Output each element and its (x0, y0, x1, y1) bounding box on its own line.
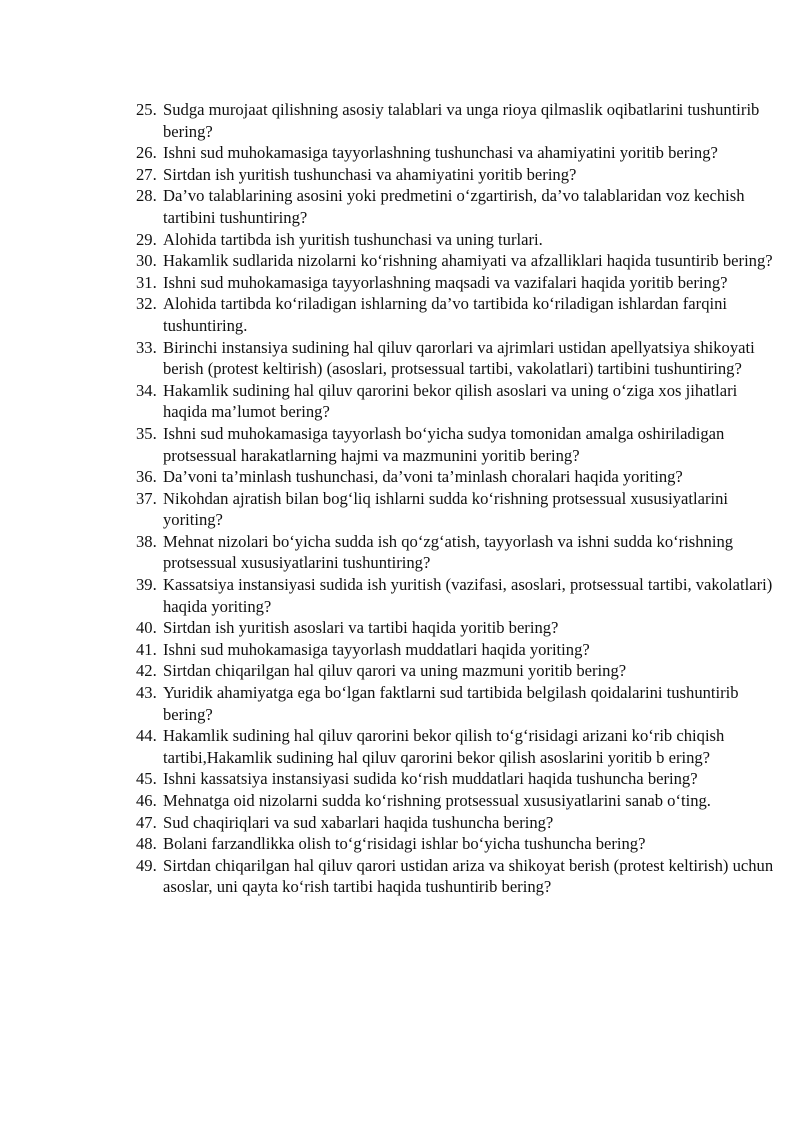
question-number: 49. (136, 855, 157, 875)
question-item (136, 99, 776, 142)
question-number: 25. (136, 100, 157, 119)
question-text: Sirtdan ish yuritish asoslari va tartibi haqida yoritib bering? (163, 618, 559, 638)
question-number: 39. (136, 575, 157, 595)
question-text: Ishni sud muhokamasiga tayyorlash bo‘yicha sudya tomonidan amalga oshiriladigan protsessual harakatlarning hajmi va mazmunini yoritib bering? (163, 423, 725, 465)
question-number: 38. (136, 531, 157, 551)
question-text: Da’vo talablarining asosini yoki predmetini o‘zgartirish, da’vo talablaridan voz kechish tartibini tushuntiring? (163, 186, 745, 227)
question-text: Bolani farzandlikka olish to‘g‘risidagi ishlar bo‘yicha tushuncha bering? (163, 834, 646, 854)
question-number: 32. (136, 294, 157, 314)
question-number: 29. (136, 229, 157, 249)
question-number: 34. (136, 380, 157, 400)
question-number: 37. (136, 488, 157, 508)
question-number: 42. (136, 661, 157, 681)
question-number: 48. (136, 834, 157, 854)
question-number: 43. (136, 683, 157, 703)
question-item (136, 229, 776, 251)
question-number: 45. (136, 769, 157, 789)
question-item (136, 682, 776, 725)
question-item (136, 250, 776, 272)
question-text: Mehnatga oid nizolarni sudda ko‘rishning protsessual xususiyatlarini sanab o‘ting. (163, 791, 711, 810)
question-item (136, 272, 776, 294)
question-number: 41. (136, 639, 157, 659)
question-item (136, 488, 776, 531)
question-item (136, 639, 776, 661)
question-number: 31. (136, 272, 157, 292)
question-item (136, 855, 776, 898)
question-text: Sirtdan chiqarilgan hal qiluv qarori va uning mazmuni yoritib bering? (163, 661, 627, 681)
question-text: Mehnat nizolari bo‘yicha sudda ish qo‘zg‘atish, tayyorlash va ishni sudda ko‘rishning protsessual xususiyatlarini tushuntiring? (163, 531, 734, 573)
question-item (136, 812, 776, 834)
question-item (136, 833, 776, 855)
question-item (136, 660, 776, 682)
question-number: 35. (136, 423, 157, 443)
question-item (136, 423, 776, 466)
question-item (136, 185, 776, 228)
question-text: Sirtdan ish yuritish tushunchasi va ahamiyatini yoritib bering? (163, 164, 577, 184)
question-item (136, 725, 776, 768)
question-item (136, 142, 776, 164)
question-item (136, 380, 776, 423)
question-text: Alohida tartibda ish yuritish tushunchasi va uning turlari. (163, 229, 543, 249)
question-text: Hakamlik sudining hal qiluv qarorini bekor qilish to‘g‘risidagi arizani ko‘rib chiqish tartibi,Hakamlik sudining hal qiluv qarorini bekor qilish asoslarini yoritib b ering? (163, 726, 725, 767)
question-text: Ishni sud muhokamasiga tayyorlashning maqsadi va vazifalari haqida yoritib bering? (163, 272, 728, 292)
question-list (136, 99, 776, 898)
question-text: Sud chaqiriqlari va sud xabarlari haqida tushuncha bering? (163, 812, 554, 832)
question-text: Ishni kassatsiya instansiyasi sudida ko‘rish muddatlari haqida tushuncha bering? (163, 769, 698, 789)
question-number: 36. (136, 467, 157, 487)
question-number: 46. (136, 791, 157, 810)
question-text: Birinchi instansiya sudining hal qiluv qarorlari va ajrimlari ustidan apellyatsiya shikoyati berish (protest keltirish) (asoslari, protsessual tartibi, vakolatlari) tartibini tushuntiring? (163, 337, 755, 379)
question-item (136, 466, 776, 488)
question-text: Ishni sud muhokamasiga tayyorlashning tushunchasi va ahamiyatini yoritib bering? (163, 143, 718, 163)
question-number: 30. (136, 251, 157, 271)
question-text: Da’voni ta’minlash tushunchasi, da’voni ta’minlash choralari haqida yoriting? (163, 467, 683, 487)
question-text: Kassatsiya instansiyasi sudida ish yuritish (vazifasi, asoslari, protsessual tartibi, vakolatlari) haqida yoriting? (163, 575, 773, 616)
question-text: Alohida tartibda ko‘riladigan ishlarning da’vo tartibida ko‘riladigan ishlardan farqini tushuntiring. (163, 294, 728, 335)
question-item (136, 293, 776, 336)
question-item (136, 790, 776, 812)
question-text: Hakamlik sudining hal qiluv qarorini bekor qilish asoslari va uning o‘ziga xos jihatlari haqida ma’lumot bering? (163, 380, 738, 422)
question-number: 44. (136, 726, 157, 746)
question-number: 27. (136, 164, 157, 184)
question-text: Sirtdan chiqarilgan hal qiluv qarori ustidan ariza va shikoyat berish (protest keltirish) uchun asoslar, uni qayta ko‘rish tartibi haqida tushuntirib bering? (163, 855, 774, 897)
question-item (136, 768, 776, 790)
question-number: 40. (136, 618, 157, 638)
question-text: Ishni sud muhokamasiga tayyorlash muddatlari haqida yoriting? (163, 639, 590, 659)
question-item (136, 337, 776, 380)
question-number: 28. (136, 186, 157, 206)
question-text: Nikohdan ajratish bilan bog‘liq ishlarni sudda ko‘rishning protsessual xususiyatlarini yoriting? (163, 488, 729, 530)
question-item (136, 617, 776, 639)
question-text: Sudga murojaat qilishning asosiy talablari va unga rioya qilmaslik oqibatlarini tushuntirib bering? (163, 100, 760, 141)
question-number: 33. (136, 337, 157, 357)
question-text: Hakamlik sudlarida nizolarni ko‘rishning ahamiyati va afzalliklari haqida tusuntirib bering? (163, 251, 773, 271)
question-number: 47. (136, 812, 157, 832)
question-text: Yuridik ahamiyatga ega bo‘lgan faktlarni sud tartibida belgilash qoidalarini tushuntirib bering? (163, 683, 739, 724)
question-number: 26. (136, 143, 157, 163)
question-item (136, 164, 776, 186)
question-item (136, 531, 776, 574)
question-item (136, 574, 776, 617)
